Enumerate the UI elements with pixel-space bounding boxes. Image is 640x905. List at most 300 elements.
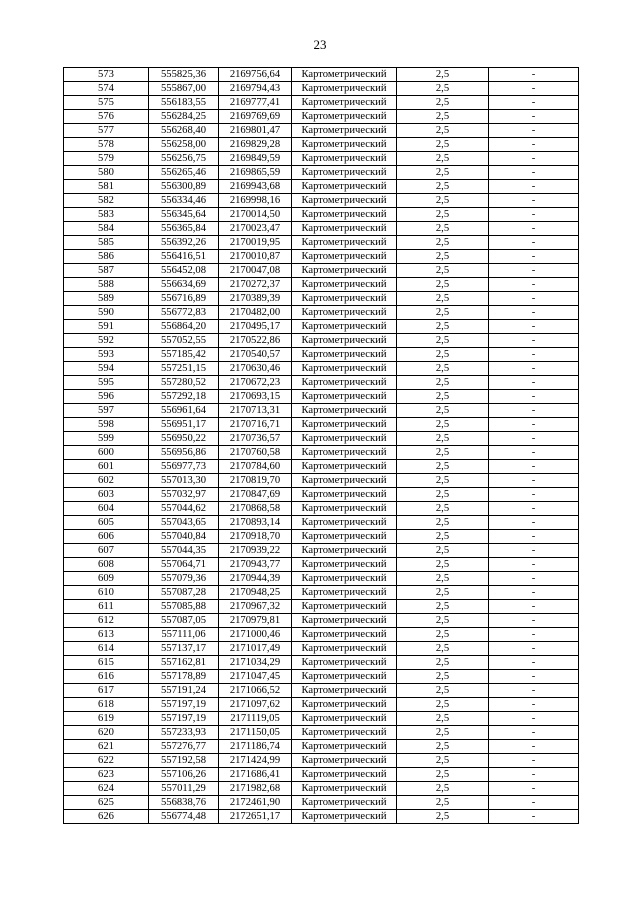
description-cell: -	[489, 740, 579, 754]
table-row	[64, 418, 579, 432]
y-coordinate-cell: 2169865,59	[219, 166, 292, 180]
method-cell: Картометрический	[292, 572, 397, 586]
y-coordinate-cell: 2170944,39	[219, 572, 292, 586]
table-row	[64, 684, 579, 698]
y-coordinate-cell: 2171982,68	[219, 782, 292, 796]
x-coordinate-cell: 557233,93	[149, 726, 219, 740]
point-number-cell: 622	[64, 754, 149, 768]
method-cell: Картометрический	[292, 432, 397, 446]
point-number-cell: 605	[64, 516, 149, 530]
description-cell: -	[489, 404, 579, 418]
point-number-cell: 602	[64, 474, 149, 488]
table-row	[64, 698, 579, 712]
accuracy-cell: 2,5	[397, 68, 489, 82]
point-number-cell: 610	[64, 586, 149, 600]
x-coordinate-cell: 557032,97	[149, 488, 219, 502]
x-coordinate-cell: 556452,08	[149, 264, 219, 278]
method-cell: Картометрический	[292, 740, 397, 754]
table-row	[64, 264, 579, 278]
point-number-cell: 584	[64, 222, 149, 236]
x-coordinate-cell: 556951,17	[149, 418, 219, 432]
x-coordinate-cell: 557079,36	[149, 572, 219, 586]
x-coordinate-cell: 556268,40	[149, 124, 219, 138]
description-cell: -	[489, 684, 579, 698]
description-cell: -	[489, 782, 579, 796]
accuracy-cell: 2,5	[397, 82, 489, 96]
method-cell: Картометрический	[292, 656, 397, 670]
method-cell: Картометрический	[292, 180, 397, 194]
accuracy-cell: 2,5	[397, 264, 489, 278]
x-coordinate-cell: 557052,55	[149, 334, 219, 348]
description-cell: -	[489, 460, 579, 474]
x-coordinate-cell: 556864,20	[149, 320, 219, 334]
point-number-cell: 578	[64, 138, 149, 152]
y-coordinate-cell: 2170948,25	[219, 586, 292, 600]
coordinates-table-body	[64, 68, 579, 824]
y-coordinate-cell: 2170847,69	[219, 488, 292, 502]
method-cell: Картометрический	[292, 684, 397, 698]
method-cell: Картометрический	[292, 558, 397, 572]
x-coordinate-cell: 556365,84	[149, 222, 219, 236]
method-cell: Картометрический	[292, 670, 397, 684]
y-coordinate-cell: 2169998,16	[219, 194, 292, 208]
point-number-cell: 614	[64, 642, 149, 656]
method-cell: Картометрический	[292, 796, 397, 810]
accuracy-cell: 2,5	[397, 796, 489, 810]
x-coordinate-cell: 557197,19	[149, 698, 219, 712]
y-coordinate-cell: 2170540,57	[219, 348, 292, 362]
method-cell: Картометрический	[292, 810, 397, 824]
y-coordinate-cell: 2170736,57	[219, 432, 292, 446]
method-cell: Картометрический	[292, 390, 397, 404]
description-cell: -	[489, 348, 579, 362]
accuracy-cell: 2,5	[397, 670, 489, 684]
y-coordinate-cell: 2171066,52	[219, 684, 292, 698]
y-coordinate-cell: 2170943,77	[219, 558, 292, 572]
method-cell: Картометрический	[292, 222, 397, 236]
accuracy-cell: 2,5	[397, 642, 489, 656]
point-number-cell: 582	[64, 194, 149, 208]
method-cell: Картометрический	[292, 782, 397, 796]
method-cell: Картометрический	[292, 488, 397, 502]
accuracy-cell: 2,5	[397, 628, 489, 642]
description-cell: -	[489, 656, 579, 670]
y-coordinate-cell: 2170389,39	[219, 292, 292, 306]
x-coordinate-cell: 557280,52	[149, 376, 219, 390]
description-cell: -	[489, 320, 579, 334]
x-coordinate-cell: 557178,89	[149, 670, 219, 684]
table-row	[64, 250, 579, 264]
description-cell: -	[489, 530, 579, 544]
y-coordinate-cell: 2170482,00	[219, 306, 292, 320]
table-row	[64, 362, 579, 376]
accuracy-cell: 2,5	[397, 138, 489, 152]
x-coordinate-cell: 557085,88	[149, 600, 219, 614]
accuracy-cell: 2,5	[397, 250, 489, 264]
method-cell: Картометрический	[292, 236, 397, 250]
description-cell: -	[489, 432, 579, 446]
accuracy-cell: 2,5	[397, 124, 489, 138]
method-cell: Картометрический	[292, 460, 397, 474]
table-row	[64, 768, 579, 782]
accuracy-cell: 2,5	[397, 446, 489, 460]
table-row	[64, 320, 579, 334]
point-number-cell: 599	[64, 432, 149, 446]
y-coordinate-cell: 2170014,50	[219, 208, 292, 222]
point-number-cell: 587	[64, 264, 149, 278]
x-coordinate-cell: 557185,42	[149, 348, 219, 362]
y-coordinate-cell: 2171686,41	[219, 768, 292, 782]
y-coordinate-cell: 2170918,70	[219, 530, 292, 544]
x-coordinate-cell: 557106,26	[149, 768, 219, 782]
coordinates-table	[63, 67, 579, 824]
description-cell: -	[489, 502, 579, 516]
y-coordinate-cell: 2169829,28	[219, 138, 292, 152]
point-number-cell: 588	[64, 278, 149, 292]
x-coordinate-cell: 557276,77	[149, 740, 219, 754]
table-row	[64, 222, 579, 236]
accuracy-cell: 2,5	[397, 306, 489, 320]
method-cell: Картометрический	[292, 530, 397, 544]
method-cell: Картометрический	[292, 152, 397, 166]
x-coordinate-cell: 557044,62	[149, 502, 219, 516]
page-number: 23	[313, 37, 327, 52]
table-row	[64, 642, 579, 656]
point-number-cell: 612	[64, 614, 149, 628]
table-row	[64, 152, 579, 166]
point-number-cell: 586	[64, 250, 149, 264]
table-row	[64, 110, 579, 124]
point-number-cell: 589	[64, 292, 149, 306]
description-cell: -	[489, 208, 579, 222]
description-cell: -	[489, 68, 579, 82]
accuracy-cell: 2,5	[397, 656, 489, 670]
x-coordinate-cell: 556956,86	[149, 446, 219, 460]
table-row	[64, 474, 579, 488]
table-row	[64, 782, 579, 796]
table-row	[64, 614, 579, 628]
x-coordinate-cell: 557251,15	[149, 362, 219, 376]
description-cell: -	[489, 698, 579, 712]
method-cell: Картометрический	[292, 82, 397, 96]
y-coordinate-cell: 2170868,58	[219, 502, 292, 516]
y-coordinate-cell: 2170272,37	[219, 278, 292, 292]
accuracy-cell: 2,5	[397, 474, 489, 488]
table-row	[64, 278, 579, 292]
point-number-cell: 580	[64, 166, 149, 180]
table-row	[64, 68, 579, 82]
y-coordinate-cell: 2171119,05	[219, 712, 292, 726]
method-cell: Картометрический	[292, 306, 397, 320]
point-number-cell: 604	[64, 502, 149, 516]
point-number-cell: 624	[64, 782, 149, 796]
table-row	[64, 670, 579, 684]
table-row	[64, 166, 579, 180]
point-number-cell: 596	[64, 390, 149, 404]
method-cell: Картометрический	[292, 376, 397, 390]
point-number-cell: 616	[64, 670, 149, 684]
point-number-cell: 594	[64, 362, 149, 376]
method-cell: Картометрический	[292, 110, 397, 124]
method-cell: Картометрический	[292, 264, 397, 278]
x-coordinate-cell: 556774,48	[149, 810, 219, 824]
y-coordinate-cell: 2171097,62	[219, 698, 292, 712]
y-coordinate-cell: 2169756,64	[219, 68, 292, 82]
accuracy-cell: 2,5	[397, 586, 489, 600]
y-coordinate-cell: 2170893,14	[219, 516, 292, 530]
y-coordinate-cell: 2172651,17	[219, 810, 292, 824]
description-cell: -	[489, 306, 579, 320]
table-row	[64, 138, 579, 152]
accuracy-cell: 2,5	[397, 376, 489, 390]
x-coordinate-cell: 556716,89	[149, 292, 219, 306]
table-row	[64, 208, 579, 222]
table-row	[64, 390, 579, 404]
x-coordinate-cell: 556258,00	[149, 138, 219, 152]
description-cell: -	[489, 446, 579, 460]
accuracy-cell: 2,5	[397, 516, 489, 530]
x-coordinate-cell: 556300,89	[149, 180, 219, 194]
point-number-cell: 613	[64, 628, 149, 642]
y-coordinate-cell: 2169849,59	[219, 152, 292, 166]
point-number-cell: 615	[64, 656, 149, 670]
x-coordinate-cell: 556256,75	[149, 152, 219, 166]
method-cell: Картометрический	[292, 348, 397, 362]
description-cell: -	[489, 726, 579, 740]
x-coordinate-cell: 557292,18	[149, 390, 219, 404]
point-number-cell: 574	[64, 82, 149, 96]
point-number-cell: 577	[64, 124, 149, 138]
method-cell: Картометрический	[292, 138, 397, 152]
x-coordinate-cell: 555867,00	[149, 82, 219, 96]
point-number-cell: 592	[64, 334, 149, 348]
y-coordinate-cell: 2171186,74	[219, 740, 292, 754]
description-cell: -	[489, 418, 579, 432]
point-number-cell: 606	[64, 530, 149, 544]
accuracy-cell: 2,5	[397, 530, 489, 544]
point-number-cell: 598	[64, 418, 149, 432]
point-number-cell: 623	[64, 768, 149, 782]
table-row	[64, 810, 579, 824]
x-coordinate-cell: 556416,51	[149, 250, 219, 264]
point-number-cell: 593	[64, 348, 149, 362]
method-cell: Картометрический	[292, 292, 397, 306]
table-row	[64, 292, 579, 306]
description-cell: -	[489, 376, 579, 390]
table-row	[64, 404, 579, 418]
method-cell: Картометрический	[292, 754, 397, 768]
x-coordinate-cell: 556345,64	[149, 208, 219, 222]
description-cell: -	[489, 600, 579, 614]
method-cell: Картометрический	[292, 712, 397, 726]
accuracy-cell: 2,5	[397, 502, 489, 516]
y-coordinate-cell: 2172461,90	[219, 796, 292, 810]
y-coordinate-cell: 2171017,49	[219, 642, 292, 656]
method-cell: Картометрический	[292, 278, 397, 292]
accuracy-cell: 2,5	[397, 152, 489, 166]
point-number-cell: 576	[64, 110, 149, 124]
x-coordinate-cell: 555825,36	[149, 68, 219, 82]
accuracy-cell: 2,5	[397, 768, 489, 782]
table-row	[64, 712, 579, 726]
description-cell: -	[489, 236, 579, 250]
description-cell: -	[489, 516, 579, 530]
point-number-cell: 585	[64, 236, 149, 250]
y-coordinate-cell: 2170019,95	[219, 236, 292, 250]
table-row	[64, 656, 579, 670]
y-coordinate-cell: 2169769,69	[219, 110, 292, 124]
accuracy-cell: 2,5	[397, 362, 489, 376]
y-coordinate-cell: 2169801,47	[219, 124, 292, 138]
accuracy-cell: 2,5	[397, 166, 489, 180]
method-cell: Картометрический	[292, 250, 397, 264]
y-coordinate-cell: 2171047,45	[219, 670, 292, 684]
y-coordinate-cell: 2170010,87	[219, 250, 292, 264]
method-cell: Картометрический	[292, 474, 397, 488]
description-cell: -	[489, 278, 579, 292]
x-coordinate-cell: 557040,84	[149, 530, 219, 544]
y-coordinate-cell: 2170760,58	[219, 446, 292, 460]
x-coordinate-cell: 556284,25	[149, 110, 219, 124]
accuracy-cell: 2,5	[397, 698, 489, 712]
point-number-cell: 590	[64, 306, 149, 320]
x-coordinate-cell: 557191,24	[149, 684, 219, 698]
method-cell: Картометрический	[292, 586, 397, 600]
point-number-cell: 611	[64, 600, 149, 614]
description-cell: -	[489, 362, 579, 376]
accuracy-cell: 2,5	[397, 180, 489, 194]
point-number-cell: 626	[64, 810, 149, 824]
table-row	[64, 558, 579, 572]
method-cell: Картометрический	[292, 614, 397, 628]
point-number-cell: 601	[64, 460, 149, 474]
table-row	[64, 180, 579, 194]
accuracy-cell: 2,5	[397, 320, 489, 334]
y-coordinate-cell: 2170979,81	[219, 614, 292, 628]
accuracy-cell: 2,5	[397, 754, 489, 768]
description-cell: -	[489, 754, 579, 768]
table-row	[64, 726, 579, 740]
description-cell: -	[489, 138, 579, 152]
accuracy-cell: 2,5	[397, 348, 489, 362]
x-coordinate-cell: 557197,19	[149, 712, 219, 726]
accuracy-cell: 2,5	[397, 544, 489, 558]
method-cell: Картометрический	[292, 404, 397, 418]
description-cell: -	[489, 488, 579, 502]
y-coordinate-cell: 2171034,29	[219, 656, 292, 670]
y-coordinate-cell: 2170819,70	[219, 474, 292, 488]
method-cell: Картометрический	[292, 194, 397, 208]
method-cell: Картометрический	[292, 418, 397, 432]
x-coordinate-cell: 557192,58	[149, 754, 219, 768]
accuracy-cell: 2,5	[397, 110, 489, 124]
y-coordinate-cell: 2170495,17	[219, 320, 292, 334]
table-row	[64, 376, 579, 390]
method-cell: Картометрический	[292, 334, 397, 348]
table-row	[64, 740, 579, 754]
y-coordinate-cell: 2169794,43	[219, 82, 292, 96]
accuracy-cell: 2,5	[397, 782, 489, 796]
y-coordinate-cell: 2170630,46	[219, 362, 292, 376]
x-coordinate-cell: 556634,69	[149, 278, 219, 292]
description-cell: -	[489, 768, 579, 782]
accuracy-cell: 2,5	[397, 600, 489, 614]
method-cell: Картометрический	[292, 446, 397, 460]
table-row	[64, 96, 579, 110]
x-coordinate-cell: 557013,30	[149, 474, 219, 488]
x-coordinate-cell: 556838,76	[149, 796, 219, 810]
x-coordinate-cell: 557162,81	[149, 656, 219, 670]
accuracy-cell: 2,5	[397, 712, 489, 726]
table-row	[64, 82, 579, 96]
accuracy-cell: 2,5	[397, 404, 489, 418]
y-coordinate-cell: 2169777,41	[219, 96, 292, 110]
table-row	[64, 600, 579, 614]
method-cell: Картометрический	[292, 642, 397, 656]
y-coordinate-cell: 2170967,32	[219, 600, 292, 614]
y-coordinate-cell: 2170939,22	[219, 544, 292, 558]
accuracy-cell: 2,5	[397, 96, 489, 110]
x-coordinate-cell: 556334,46	[149, 194, 219, 208]
accuracy-cell: 2,5	[397, 488, 489, 502]
accuracy-cell: 2,5	[397, 810, 489, 824]
accuracy-cell: 2,5	[397, 334, 489, 348]
accuracy-cell: 2,5	[397, 194, 489, 208]
method-cell: Картометрический	[292, 96, 397, 110]
point-number-cell: 583	[64, 208, 149, 222]
method-cell: Картометрический	[292, 600, 397, 614]
accuracy-cell: 2,5	[397, 278, 489, 292]
point-number-cell: 581	[64, 180, 149, 194]
description-cell: -	[489, 110, 579, 124]
description-cell: -	[489, 194, 579, 208]
accuracy-cell: 2,5	[397, 726, 489, 740]
method-cell: Картометрический	[292, 166, 397, 180]
description-cell: -	[489, 334, 579, 348]
method-cell: Картометрический	[292, 516, 397, 530]
accuracy-cell: 2,5	[397, 558, 489, 572]
description-cell: -	[489, 474, 579, 488]
description-cell: -	[489, 712, 579, 726]
accuracy-cell: 2,5	[397, 208, 489, 222]
point-number-cell: 579	[64, 152, 149, 166]
description-cell: -	[489, 544, 579, 558]
table-row	[64, 488, 579, 502]
point-number-cell: 597	[64, 404, 149, 418]
y-coordinate-cell: 2171424,99	[219, 754, 292, 768]
method-cell: Картометрический	[292, 628, 397, 642]
y-coordinate-cell: 2170023,47	[219, 222, 292, 236]
table-row	[64, 236, 579, 250]
point-number-cell: 573	[64, 68, 149, 82]
method-cell: Картометрический	[292, 502, 397, 516]
description-cell: -	[489, 222, 579, 236]
description-cell: -	[489, 796, 579, 810]
description-cell: -	[489, 124, 579, 138]
point-number-cell: 625	[64, 796, 149, 810]
accuracy-cell: 2,5	[397, 292, 489, 306]
x-coordinate-cell: 557043,65	[149, 516, 219, 530]
accuracy-cell: 2,5	[397, 222, 489, 236]
y-coordinate-cell: 2170672,23	[219, 376, 292, 390]
method-cell: Картометрический	[292, 768, 397, 782]
table-row	[64, 348, 579, 362]
accuracy-cell: 2,5	[397, 572, 489, 586]
description-cell: -	[489, 628, 579, 642]
method-cell: Картометрический	[292, 320, 397, 334]
accuracy-cell: 2,5	[397, 432, 489, 446]
x-coordinate-cell: 556950,22	[149, 432, 219, 446]
